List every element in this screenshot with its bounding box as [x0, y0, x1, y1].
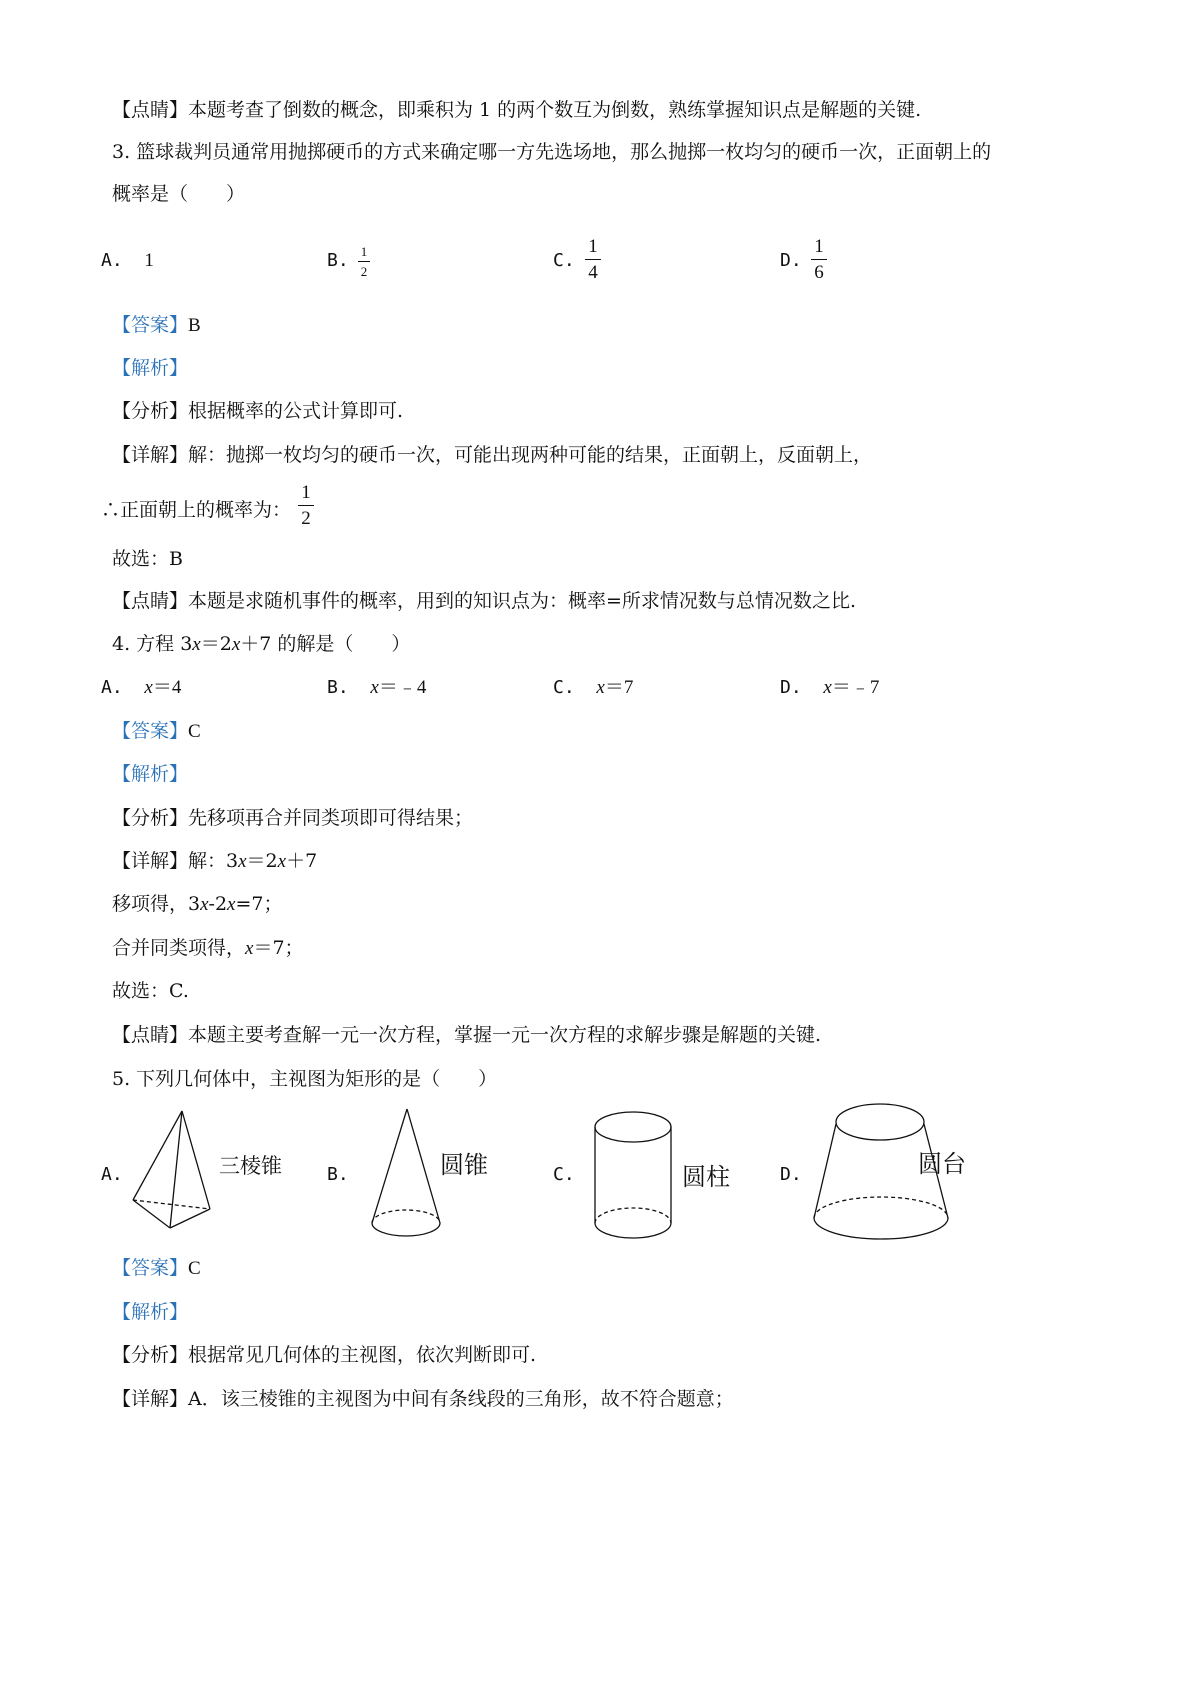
q3-xiangjie-line: [112, 442, 872, 468]
tag-fenxi: 【分析】: [112, 400, 189, 422]
q3-answer-value: B: [188, 315, 201, 336]
q4-option-d: [780, 675, 879, 701]
q4-yixiang-line: [112, 891, 283, 918]
tag-fenxi: 【分析】: [112, 1344, 189, 1366]
q3-option-c-label: C.: [553, 250, 575, 271]
q4-select-line: 故选：C.: [112, 980, 189, 1002]
stem-part: 4. 方程 3: [112, 633, 193, 655]
equation-part: -2: [208, 893, 228, 915]
q3-option-c-fraction: [585, 237, 601, 282]
variable-x: x: [277, 851, 287, 872]
fraction-numerator: 1: [301, 482, 311, 503]
q5-jiexi-tag: 【解析】: [112, 1301, 189, 1323]
option-value: ＝4: [152, 677, 182, 698]
variable-x: x: [238, 851, 247, 872]
q4-fenxi-text: 先移项再合并同类项即可得结果；: [188, 807, 474, 829]
q3-dianjing-text: 本题是求随机事件的概率，用到的知识点为：概率=所求情况数与总情况数之比.: [188, 590, 856, 612]
option-label: A.: [101, 677, 123, 698]
option-value: 1: [144, 250, 154, 271]
variable-x: x: [227, 894, 236, 915]
fraction-numerator: 1: [814, 236, 824, 257]
q4-stem-line: [112, 631, 410, 658]
tag-answer: 【答案】: [112, 314, 189, 336]
tag-dianjing: 【点睛】: [112, 1024, 189, 1046]
q4-jiexi-tag: 【解析】: [112, 763, 189, 785]
tag-dianjing: 【点睛】: [112, 590, 189, 612]
q4-answer-value: C: [188, 721, 201, 742]
variable-x: x: [596, 677, 605, 698]
option-label: D.: [780, 677, 802, 698]
q5-option-b-label: B.: [327, 1164, 349, 1185]
option-label: B.: [327, 677, 349, 698]
option-value: ＝﹣7: [831, 677, 880, 698]
equation-part: ＝2: [246, 850, 278, 872]
tag-xiangjie: 【详解】: [112, 444, 189, 466]
variable-x: x: [370, 677, 379, 698]
equation-part: 合并同类项得，: [112, 937, 246, 959]
q4-option-a: [101, 675, 181, 701]
fraction-denominator: 6: [814, 262, 824, 283]
equation-part: 解：3: [188, 850, 239, 872]
q3-select-line: 故选：B: [112, 548, 183, 570]
q3-option-a: [101, 248, 154, 274]
q3-option-b-fraction: [358, 245, 370, 278]
q3-therefore-line: ∴正面朝上的概率为：: [101, 499, 292, 521]
q4-xiangjie-line: [112, 848, 317, 875]
q3-option-d-label: D.: [780, 250, 802, 271]
q2-dianjing-text: 本题考查了倒数的概念，即乘积为 1 的两个数互为倒数，熟练掌握知识点是解题的关键.: [188, 99, 922, 121]
q4-dianjing-line: [112, 1022, 821, 1048]
q3-fenxi-line: [112, 398, 403, 424]
q4-hebing-line: [112, 935, 304, 962]
q5-fenxi-text: 根据常见几何体的主视图，依次判断即可.: [188, 1344, 537, 1366]
q4-option-b: [327, 675, 426, 701]
fraction-bar: [585, 259, 601, 260]
equation-part: ＝7；: [253, 937, 304, 959]
equation-part: ＋7: [286, 850, 318, 872]
option-label: A.: [101, 250, 123, 271]
fraction-denominator: 4: [588, 262, 598, 283]
variable-x: x: [231, 634, 241, 655]
q4-answer-line: [112, 718, 201, 745]
stem-part: ＋7 的解是（ ）: [240, 633, 411, 655]
q3-option-d-fraction: [811, 237, 827, 282]
equation-part: 移项得，3: [112, 893, 201, 915]
q4-fenxi-line: [112, 805, 473, 831]
variable-x: x: [144, 677, 153, 698]
shape-label: 圆锥: [440, 1151, 488, 1179]
q5-answer-line: [112, 1255, 201, 1282]
q3-fenxi-text: 根据概率的公式计算即可.: [188, 400, 404, 422]
variable-x: x: [823, 677, 832, 698]
tag-dianjing: 【点睛】: [112, 99, 189, 121]
q5-stem-line: 5. 下列几何体中，主视图为矩形的是（ ）: [112, 1068, 498, 1090]
fraction-denominator: 2: [301, 508, 311, 529]
tag-fenxi: 【分析】: [112, 807, 189, 829]
q5-option-c-label: C.: [553, 1164, 575, 1185]
q5-answer-value: C: [188, 1258, 201, 1279]
variable-x: x: [245, 938, 254, 959]
q3-stem-line-2: 概率是（ ）: [112, 183, 246, 205]
shape-label: 圆台: [918, 1150, 966, 1178]
q3-answer-line: [112, 312, 201, 339]
tag-xiangjie: 【详解】: [112, 850, 189, 872]
q4-dianjing-text: 本题主要考查解一元一次方程，掌握一元一次方程的求解步骤是解题的关键.: [188, 1024, 822, 1046]
fraction-bar: [358, 261, 370, 262]
option-value: ＝7: [604, 677, 634, 698]
cone-figure: [360, 1103, 510, 1238]
q3-jiexi-tag: 【解析】: [112, 357, 189, 379]
cylinder-figure: [590, 1100, 750, 1250]
triangular-pyramid-figure: [125, 1105, 305, 1235]
q5-fenxi-line: [112, 1342, 536, 1368]
tag-xiangjie: 【详解】: [112, 1388, 189, 1410]
option-value: ＝﹣4: [378, 677, 427, 698]
q5-xiangjie-line: [112, 1386, 734, 1412]
frustum-figure: [808, 1100, 988, 1250]
fraction-numerator: 1: [588, 236, 598, 257]
equation-part: =7；: [235, 893, 283, 915]
shape-label: 圆柱: [682, 1163, 730, 1191]
stem-part: ＝2: [200, 633, 232, 655]
q5-xiangjie-text: A．该三棱锥的主视图为中间有条线段的三角形，故不符合题意；: [188, 1388, 734, 1410]
q3-therefore-fraction: [298, 483, 314, 528]
q5-option-d-label: D.: [780, 1164, 802, 1185]
tag-answer: 【答案】: [112, 1257, 189, 1279]
tag-answer: 【答案】: [112, 720, 189, 742]
fraction-denominator: 2: [360, 264, 368, 279]
variable-x: x: [192, 634, 201, 655]
fraction-bar: [298, 505, 314, 506]
q2-dianjing-line: [112, 97, 921, 123]
fraction-bar: [811, 259, 827, 260]
variable-x: x: [200, 894, 209, 915]
q3-xiangjie-text: 解：抛掷一枚均匀的硬币一次，可能出现两种可能的结果，正面朝上，反面朝上，: [188, 444, 873, 466]
option-label: C.: [553, 677, 575, 698]
q3-stem-line-1: 3. 篮球裁判员通常用抛掷硬币的方式来确定哪一方先选场地，那么抛掷一枚均匀的硬币一次，正面朝上的: [112, 141, 992, 163]
q3-option-b-label: B.: [327, 250, 349, 271]
shape-label: 三棱锥: [219, 1154, 282, 1178]
q3-dianjing-line: [112, 588, 856, 614]
q4-option-c: [553, 675, 633, 701]
fraction-numerator: 1: [360, 244, 368, 259]
q5-option-a-label: A.: [101, 1164, 123, 1185]
